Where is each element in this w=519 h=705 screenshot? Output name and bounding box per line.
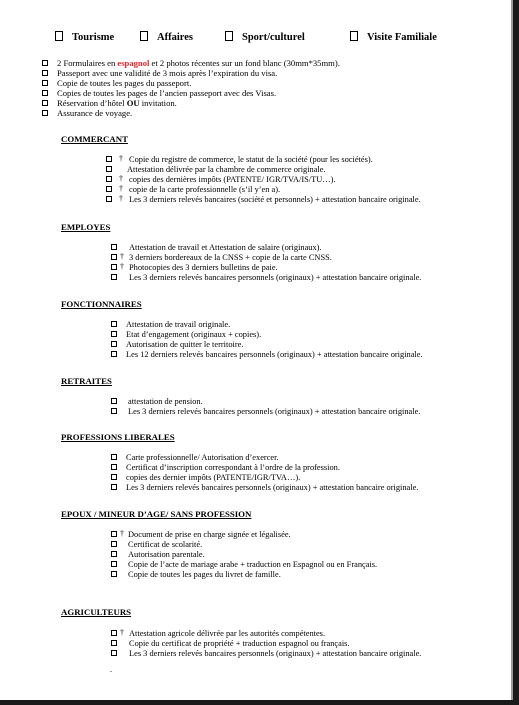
visa-type-label: Tourisme: [72, 32, 115, 43]
section-commercant: [61, 134, 421, 204]
visa-type-tourisme[interactable]: [55, 31, 114, 43]
document-item-text: Attestation de travail et Attestation de salaire (originaux).: [129, 243, 322, 252]
document-item-text: copies des dernières impôts (PATENTE/ IGR/TVA/IS/TU…).: [129, 175, 336, 184]
requirement-text: 2 Formulaires en: [57, 58, 118, 68]
visa-type-row: [0, 31, 519, 47]
checkbox-icon[interactable]: [42, 90, 48, 96]
document-item-text: attestation de pension.: [128, 397, 203, 406]
section-title: AGRICULTEURS: [61, 607, 132, 617]
trailing-mark: .: [110, 665, 112, 674]
section-epoux-mineur-d-age-sans-profession: [61, 509, 378, 579]
document-item-text: Attestation de travail originale.: [126, 320, 231, 329]
checkbox-icon[interactable]: [111, 331, 117, 337]
document-item-text: Copie du certificat de propriété + traduction espagnol ou français.: [129, 639, 350, 648]
document-item: [61, 639, 421, 649]
document-item-text: Photocopies des 3 derniers bulletins de paie.: [129, 263, 278, 272]
section-title: COMMERCANT: [61, 134, 128, 144]
document-item-text: Document de prise en charge signée et légalisée.: [128, 530, 291, 539]
document-item: [61, 155, 421, 165]
requirement-text: Passeport avec une validité de 3 mois après l’expiration du visa.: [57, 67, 278, 78]
checkbox-icon[interactable]: [111, 264, 117, 270]
document-item: [61, 560, 377, 570]
visa-type-label: Sport/culturel: [242, 32, 305, 43]
checkbox-icon[interactable]: [111, 341, 117, 347]
section-agriculteurs: [61, 607, 422, 658]
checkbox-icon[interactable]: [111, 474, 117, 480]
checkbox-icon[interactable]: [42, 110, 48, 116]
requirement-highlight: espagnol: [117, 58, 150, 68]
visa-type-sport[interactable]: [225, 31, 305, 43]
document-item: [61, 175, 421, 185]
section-employes: [61, 222, 422, 282]
document-item: [61, 185, 421, 195]
checkbox-icon[interactable]: [55, 31, 63, 41]
document-item: [61, 397, 420, 407]
requirement-text: invitation.: [139, 97, 177, 108]
document-item: [61, 330, 423, 340]
checkbox-icon[interactable]: [42, 60, 48, 66]
checkbox-icon[interactable]: [350, 31, 358, 41]
document-item: [61, 273, 421, 283]
document-item-text: Les 3 derniers relevés bancaires personnels (originaux) + attestation bancaire originale.: [129, 649, 422, 658]
document-item: [61, 453, 418, 463]
checkbox-icon[interactable]: [42, 100, 48, 106]
document-item-text: 3 derniers bordereaux de la CNSS + copie de la carte CNSS.: [129, 253, 332, 262]
requirement-text: Assurance de voyage.: [57, 107, 133, 118]
checkbox-icon[interactable]: [42, 70, 48, 76]
document-item-text: Certificat de scolarité.: [128, 540, 203, 549]
checkbox-icon[interactable]: [111, 398, 117, 404]
document-item-text: Attestation agricole délivrée par les autorités compétentes.: [129, 629, 326, 638]
document-item-text: copies des dernier impôts (PATENTE/IGR/TVA…).: [126, 473, 301, 482]
document-item: [61, 570, 377, 580]
general-requirements-list: [45, 59, 340, 118]
checkbox-icon[interactable]: [111, 630, 117, 636]
section-title: EPOUX / MINEUR D’AGE/ SANS PROFESSION: [61, 509, 252, 519]
section-retraites: [61, 376, 421, 416]
dagger-icon: †: [119, 184, 123, 193]
checkbox-icon[interactable]: [111, 571, 117, 577]
document-item: [61, 629, 421, 639]
requirement-text: Copies de toutes les pages de l’ancien passeport avec des Visas.: [57, 87, 277, 98]
checkbox-icon[interactable]: [140, 31, 148, 41]
page-edge-bottom: [0, 700, 519, 705]
document-item: [61, 320, 423, 330]
document-item: [61, 530, 377, 540]
document-item: [61, 649, 421, 659]
document-item: [61, 253, 421, 263]
checkbox-icon[interactable]: [111, 551, 117, 557]
document-item: [61, 165, 421, 175]
visa-type-label: Visite Familiale: [367, 32, 437, 43]
document-item: [61, 407, 420, 417]
document-item: [61, 473, 418, 483]
visa-type-visite-familiale[interactable]: [350, 31, 437, 43]
dagger-icon: †: [119, 174, 123, 183]
checkbox-icon[interactable]: [106, 166, 112, 172]
dagger-icon: †: [119, 194, 123, 203]
dagger-icon: †: [120, 262, 124, 271]
document-item: [61, 550, 377, 560]
document-item: [61, 483, 418, 493]
checkbox-icon[interactable]: [42, 80, 48, 86]
section-professions-liberales: [61, 432, 419, 492]
checkbox-icon[interactable]: [111, 408, 117, 414]
checkbox-icon[interactable]: [106, 176, 112, 182]
visa-type-affaires[interactable]: [140, 31, 193, 43]
checkbox-icon[interactable]: [106, 186, 112, 192]
document-item: [61, 340, 423, 350]
requirement-text: Copie de toutes les pages du passeport.: [57, 77, 192, 88]
checkbox-icon[interactable]: [111, 321, 117, 327]
page-edge-right: [513, 0, 519, 705]
checkbox-icon[interactable]: [111, 650, 117, 656]
document-item-text: Les 12 derniers relevés bancaires personnels (originaux) + attestation bancaire originale.: [126, 350, 423, 359]
document-item-text: Les 3 derniers relevés bancaires personnels (originaux) + attestation bancaire originale.: [126, 483, 419, 492]
requirement-text: et 2 photos récentes sur un fond blanc (30mm*35mm).: [149, 58, 340, 68]
section-title: PROFESSIONS LIBERALES: [61, 432, 175, 442]
checkbox-icon[interactable]: [111, 541, 117, 547]
checkbox-icon[interactable]: [111, 531, 117, 537]
checkbox-icon[interactable]: [111, 454, 117, 460]
checkbox-icon[interactable]: [106, 156, 112, 162]
checkbox-icon[interactable]: [225, 31, 233, 41]
dagger-icon: †: [120, 252, 124, 261]
requirement-item: [45, 109, 340, 119]
document-item-text: Certificat d’inscription correspondant à l’ordre de la profession.: [126, 463, 340, 472]
document-item-text: Les 3 derniers relevés bancaires personnels (originaux) + attestation bancaire originale.: [129, 273, 422, 282]
document-item-text: copie de la carte professionnelle (s’il y’en a).: [129, 185, 281, 194]
document-item-text: Les 3 derniers relevés bancaires personnels (originaux) + attestation bancaire originale.: [128, 407, 421, 416]
checkbox-icon[interactable]: [111, 254, 117, 260]
section-title: FONCTIONNAIRES: [61, 299, 142, 309]
section-fonctionnaires: [61, 299, 423, 359]
document-item: [61, 195, 421, 205]
document-item: [61, 243, 421, 253]
document-item-text: Autorisation de quitter le territoire.: [126, 340, 244, 349]
checkbox-icon[interactable]: [106, 196, 112, 202]
checkbox-icon[interactable]: [111, 351, 117, 357]
document-item-text: Copie du registre de commerce, le statut de la société (pour les sociétés).: [129, 155, 373, 164]
dagger-icon: †: [119, 154, 123, 163]
checkbox-icon[interactable]: [111, 274, 117, 280]
requirement-text: Réservation d’hôtel: [57, 97, 127, 108]
document-item-text: Autorisation parentale.: [128, 550, 205, 559]
dagger-icon: †: [120, 529, 124, 538]
document-item-text: Carte professionnelle/ Autorisation d’exercer.: [126, 453, 279, 462]
checkbox-icon[interactable]: [111, 244, 117, 250]
document-item-text: Etat d’engagement (originaux + copies).: [126, 330, 262, 339]
document-item-text: Attestation délivrée par la chambre de commerce originale.: [127, 165, 326, 174]
document-item-text: Les 3 derniers relevés bancaires (société et personnels) + attestation bancaire originale.: [129, 195, 421, 204]
checkbox-icon[interactable]: [111, 561, 117, 567]
requirement-highlight: OU: [126, 97, 140, 108]
document-item-text: Copie de toutes les pages du livret de famille.: [128, 570, 281, 579]
checkbox-icon[interactable]: [111, 484, 117, 490]
document-item: [61, 350, 423, 360]
dagger-icon: †: [120, 628, 124, 637]
checkbox-icon[interactable]: [111, 640, 117, 646]
document-item: [61, 463, 418, 473]
checkbox-icon[interactable]: [111, 464, 117, 470]
document-item: [61, 540, 377, 550]
section-title: EMPLOYES: [61, 222, 111, 232]
document-item: [61, 263, 421, 273]
document-item-text: Copie de l’acte de mariage arabe + traduction en Espagnol ou en Français.: [128, 560, 378, 569]
section-title: RETRAITES: [61, 376, 112, 386]
visa-type-label: Affaires: [157, 32, 193, 43]
